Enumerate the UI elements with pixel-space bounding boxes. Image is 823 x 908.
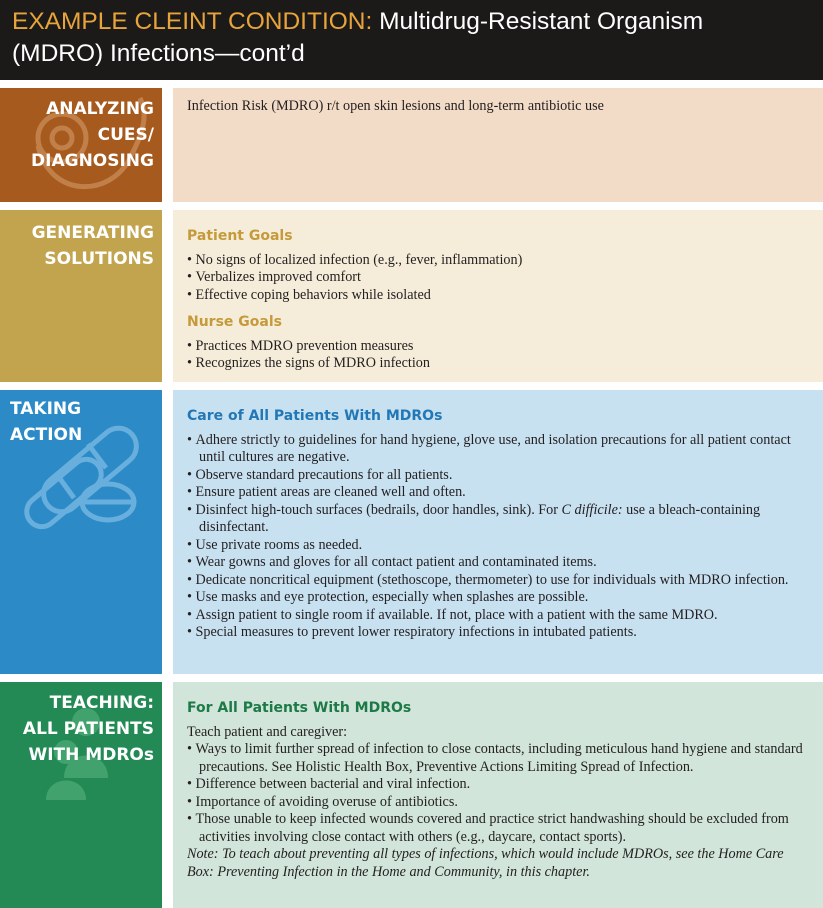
list-item: • Importance of avoiding overuse of antibiotics.	[187, 794, 807, 812]
teaching-list	[187, 741, 807, 846]
list-item: • Ways to limit further spread of infection to close contacts, including meticulous hand hygiene and standard precautions. See Holistic Health Box, Preventive Actions Limiting Spread of Infection.	[187, 741, 807, 776]
list-item-text: Disinfect high-touch surfaces (bedrails, door handles, sink). For	[195, 501, 562, 518]
page-header	[0, 0, 823, 80]
list-item: • Verbalizes improved comfort	[187, 269, 807, 287]
section-title: GENERATING SOLUTIONS	[31, 223, 154, 269]
subhead-all-patients: For All Patients With MDROs	[187, 700, 412, 716]
list-item: • Assign patient to single room if available. If not, place with a patient with the same MDRO.	[187, 607, 807, 625]
list-item: • Special measures to prevent lower respiratory infections in intubated patients.	[187, 624, 807, 642]
teaching-intro: Teach patient and caregiver:	[187, 723, 348, 740]
subhead-care-all-patients: Care of All Patients With MDROs	[187, 408, 443, 424]
section-title: ANALYZING CUES/ DIAGNOSING	[31, 99, 154, 171]
section-content	[173, 682, 823, 908]
header-line-1	[12, 6, 811, 38]
list-item: • Adhere strictly to guidelines for hand hygiene, glove use, and isolation precautions for all patient contact until cultures are negative.	[187, 432, 807, 467]
section-title: TAKING ACTION	[10, 399, 83, 445]
list-item: • Difference between bacterial and viral infection.	[187, 776, 807, 794]
header-line-2: (MDRO) Infections—cont’d	[12, 40, 305, 67]
list-item: • Recognizes the signs of MDRO infection	[187, 355, 807, 373]
list-item: • Ensure patient areas are cleaned well and often.	[187, 484, 807, 502]
section-taking-action	[0, 390, 823, 674]
list-item: • Effective coping behaviors while isolated	[187, 287, 807, 305]
section-analyzing-cues	[0, 88, 823, 202]
teaching-note: Note: To teach about preventing all types of infections, which would include MDROs, see the Home Care Box: Preventing Infection in the Home and Community, in this chapter.	[187, 846, 784, 880]
list-item-text: use a bleach-containing disinfectant.	[199, 501, 761, 535]
section-content	[173, 390, 823, 674]
header-title: Multidrug-Resistant Organism	[379, 8, 704, 35]
section-content	[173, 88, 823, 202]
header-label: EXAMPLE CLEINT CONDITION:	[12, 8, 373, 35]
subhead-nurse-goals: Nurse Goals	[187, 314, 282, 330]
list-item-italic: C difficile:	[561, 501, 623, 518]
list-item: • Observe standard precautions for all patients.	[187, 467, 807, 485]
section-generating-solutions	[0, 210, 823, 382]
patient-goals-list	[187, 252, 807, 305]
list-item: • Those unable to keep infected wounds covered and practice strict handwashing should be excluded from activities involving close contact with others (e.g., daycare, contact sports).	[187, 811, 807, 846]
list-item: • Wear gowns and gloves for all contact patient and contaminated items.	[187, 554, 807, 572]
section-content	[173, 210, 823, 382]
care-list	[187, 432, 807, 642]
section-teaching	[0, 682, 823, 908]
section-sidebar	[0, 390, 162, 674]
list-item: • Practices MDRO prevention measures	[187, 338, 807, 356]
list-item: • Dedicate noncritical equipment (stethoscope, thermometer) to use for individuals with MDRO infection.	[187, 572, 807, 590]
list-item: • Use masks and eye protection, especially when splashes are possible.	[187, 589, 807, 607]
section-sidebar	[0, 682, 162, 908]
section-sidebar	[0, 210, 162, 382]
list-item: • No signs of localized infection (e.g., fever, inflammation)	[187, 252, 807, 270]
subhead-patient-goals: Patient Goals	[187, 228, 293, 244]
list-item	[187, 502, 807, 537]
section-sidebar	[0, 88, 162, 202]
list-item: • Use private rooms as needed.	[187, 537, 807, 555]
nurse-goals-list	[187, 338, 807, 373]
diagnosis-text: Infection Risk (MDRO) r/t open skin lesions and long-term antibiotic use	[187, 98, 604, 114]
section-title: TEACHING: ALL PATIENTS WITH MDROs	[22, 693, 154, 765]
